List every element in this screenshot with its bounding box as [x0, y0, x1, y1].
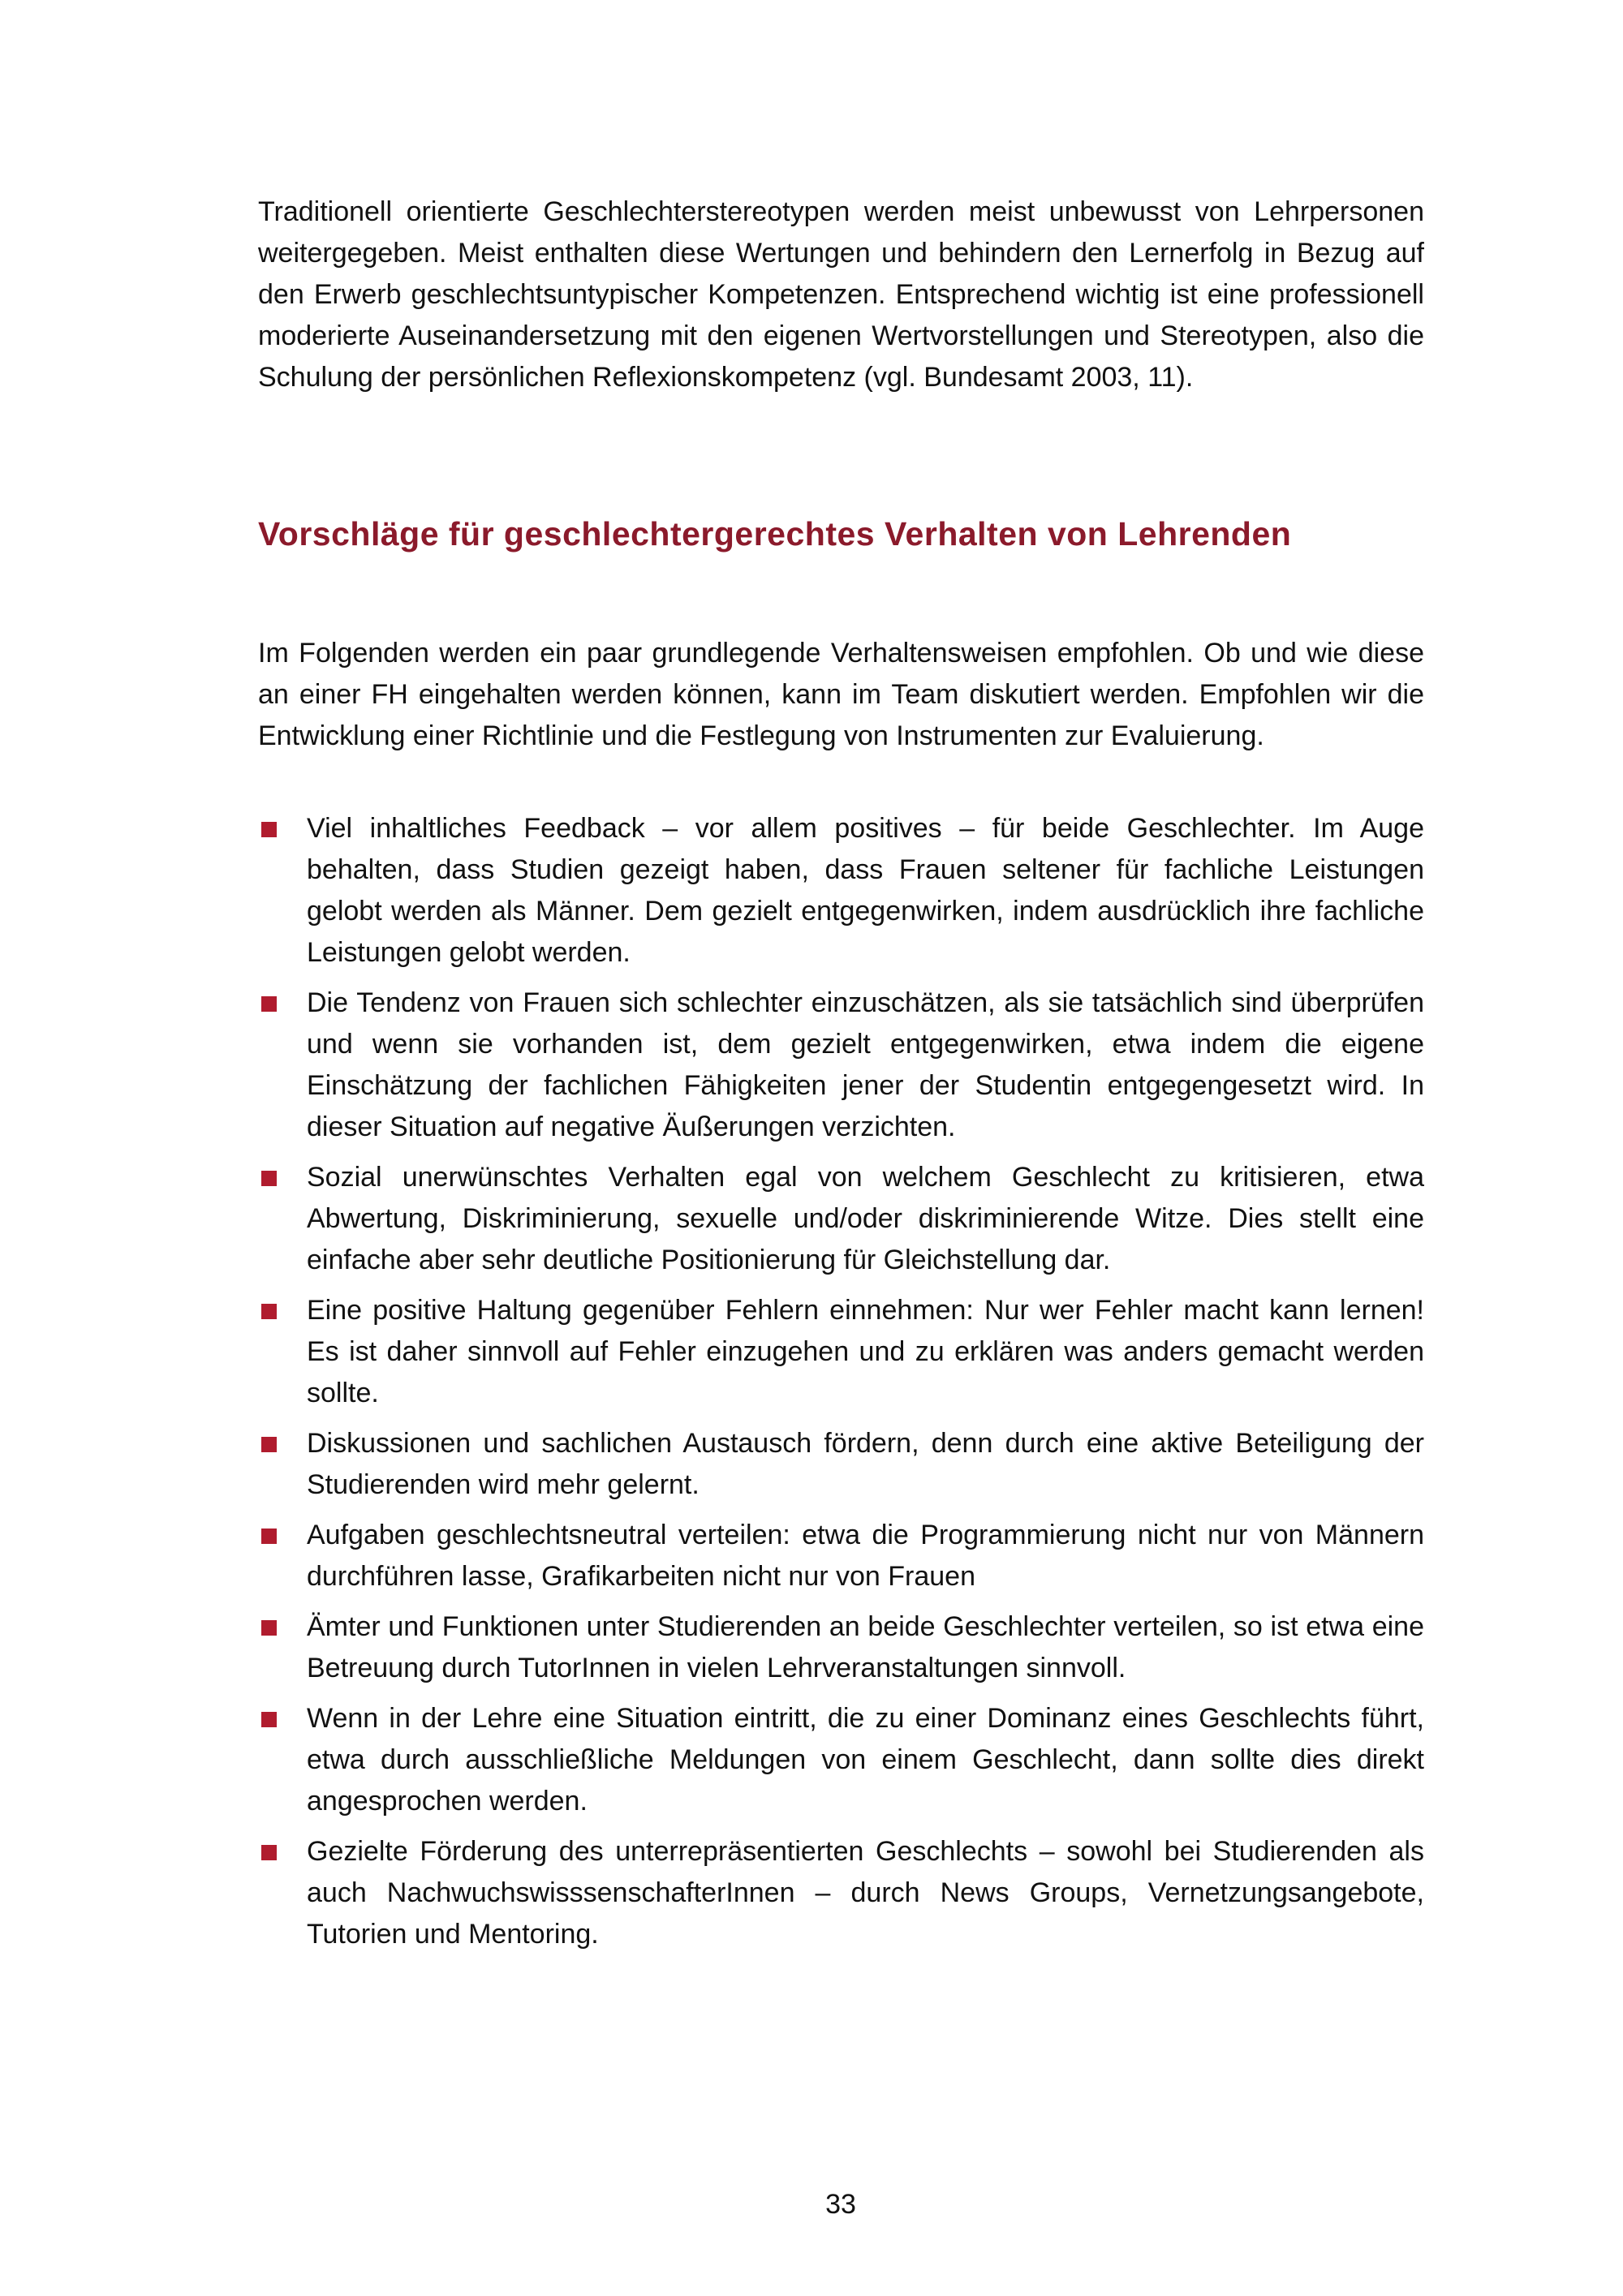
list-item — [258, 1698, 1424, 1822]
list-item — [258, 808, 1424, 974]
square-bullet-icon — [261, 822, 277, 837]
recommendation-list — [258, 808, 1424, 1964]
list-item-text: Sozial unerwünschtes Verhalten egal von welchem Geschlecht zu kritisieren, etwa Abwertung, Diskriminierung, sexuelle und/oder diskriminierende Witze. Dies stellt eine einfache aber sehr deutliche Positionierung für Gleichstellung dar. — [307, 1162, 1424, 1275]
list-item — [258, 1157, 1424, 1281]
square-bullet-icon — [261, 1529, 277, 1544]
list-item-text: Viel inhaltliches Feedback – vor allem positives – für beide Geschlechter. Im Auge behalten, dass Studien gezeigt haben, dass Frauen seltener für fachliche Leistungen gelobt werden als Männer. Dem gezielt entgegenwirken, indem ausdrücklich ihre fachliche Leistungen gelobt werden. — [307, 813, 1424, 968]
list-item-text: Wenn in der Lehre eine Situation eintritt, die zu einer Dominanz eines Geschlechts führt, etwa durch ausschließliche Meldungen von einem Geschlecht, dann sollte dies direkt angesprochen werden. — [307, 1703, 1424, 1817]
list-item — [258, 1606, 1424, 1689]
list-item — [258, 1423, 1424, 1506]
square-bullet-icon — [261, 1304, 277, 1319]
square-bullet-icon — [261, 1171, 277, 1186]
square-bullet-icon — [261, 1845, 277, 1860]
square-bullet-icon — [261, 1620, 277, 1636]
lead-paragraph: Im Folgenden werden ein paar grundlegende Verhaltensweisen empfohlen. Ob und wie diese an einer FH eingehalten werden können, kann im Team diskutiert werden. Empfohlen wir die Entwicklung einer Richtlinie und die Festlegung von Instrumenten zur Evaluierung. — [258, 638, 1424, 751]
square-bullet-icon — [261, 996, 277, 1012]
list-item-text: Diskussionen und sachlichen Austausch fördern, denn durch eine aktive Beteiligung der Studierenden wird mehr gelernt. — [307, 1428, 1424, 1500]
list-item-text: Aufgaben geschlechtsneutral verteilen: etwa die Programmierung nicht nur von Männern durchführen lasse, Grafikarbeiten nicht nur von Frauen — [307, 1520, 1424, 1592]
section-heading: Vorschläge für geschlechtergerechtes Verhalten von Lehrenden — [258, 515, 1292, 553]
list-item-text: Die Tendenz von Frauen sich schlechter einzuschätzen, als sie tatsächlich sind überprüfen und wenn sie vorhanden ist, dem gezielt entgegenwirken, etwa indem die eigene Einschätzung der fachlichen Fähigkeiten jener der Studentin entgegengesetzt wird. In dieser Situation auf negative Äußerungen verzichten. — [307, 987, 1424, 1142]
list-item — [258, 982, 1424, 1148]
list-item-text: Gezielte Förderung des unterrepräsentierten Geschlechts – sowohl bei Studierenden als auch NachwuchswisssenschafterInnen – durch News Groups, Vernetzungsangebote, Tutorien und Mentoring. — [307, 1836, 1424, 1950]
square-bullet-icon — [261, 1437, 277, 1452]
list-item-text: Eine positive Haltung gegenüber Fehlern einnehmen: Nur wer Fehler macht kann lernen! Es ist daher sinnvoll auf Fehler einzugehen und zu erklären was anders gemacht werden sollte. — [307, 1295, 1424, 1408]
page-number: 33 — [825, 2189, 856, 2220]
list-item — [258, 1831, 1424, 1955]
intro-paragraph: Traditionell orientierte Geschlechterstereotypen werden meist unbewusst von Lehrpersonen weitergegeben. Meist enthalten diese Wertungen und behindern den Lernerfolg in Bezug auf den Erwerb geschlechtsuntypischer Kompetenzen. Entsprechend wichtig ist eine professionell moderierte Auseinandersetzung mit den eigenen Wertvorstellungen und Stereotypen, also die Schulung der persönlichen Reflexionskompetenz (vgl. Bundesamt 2003, 11). — [258, 196, 1424, 393]
list-item-text: Ämter und Funktionen unter Studierenden an beide Geschlechter verteilen, so ist etwa eine Betreuung durch TutorInnen in vielen Lehrveranstaltungen sinnvoll. — [307, 1611, 1424, 1683]
list-item — [258, 1515, 1424, 1597]
square-bullet-icon — [261, 1712, 277, 1727]
list-item — [258, 1290, 1424, 1414]
